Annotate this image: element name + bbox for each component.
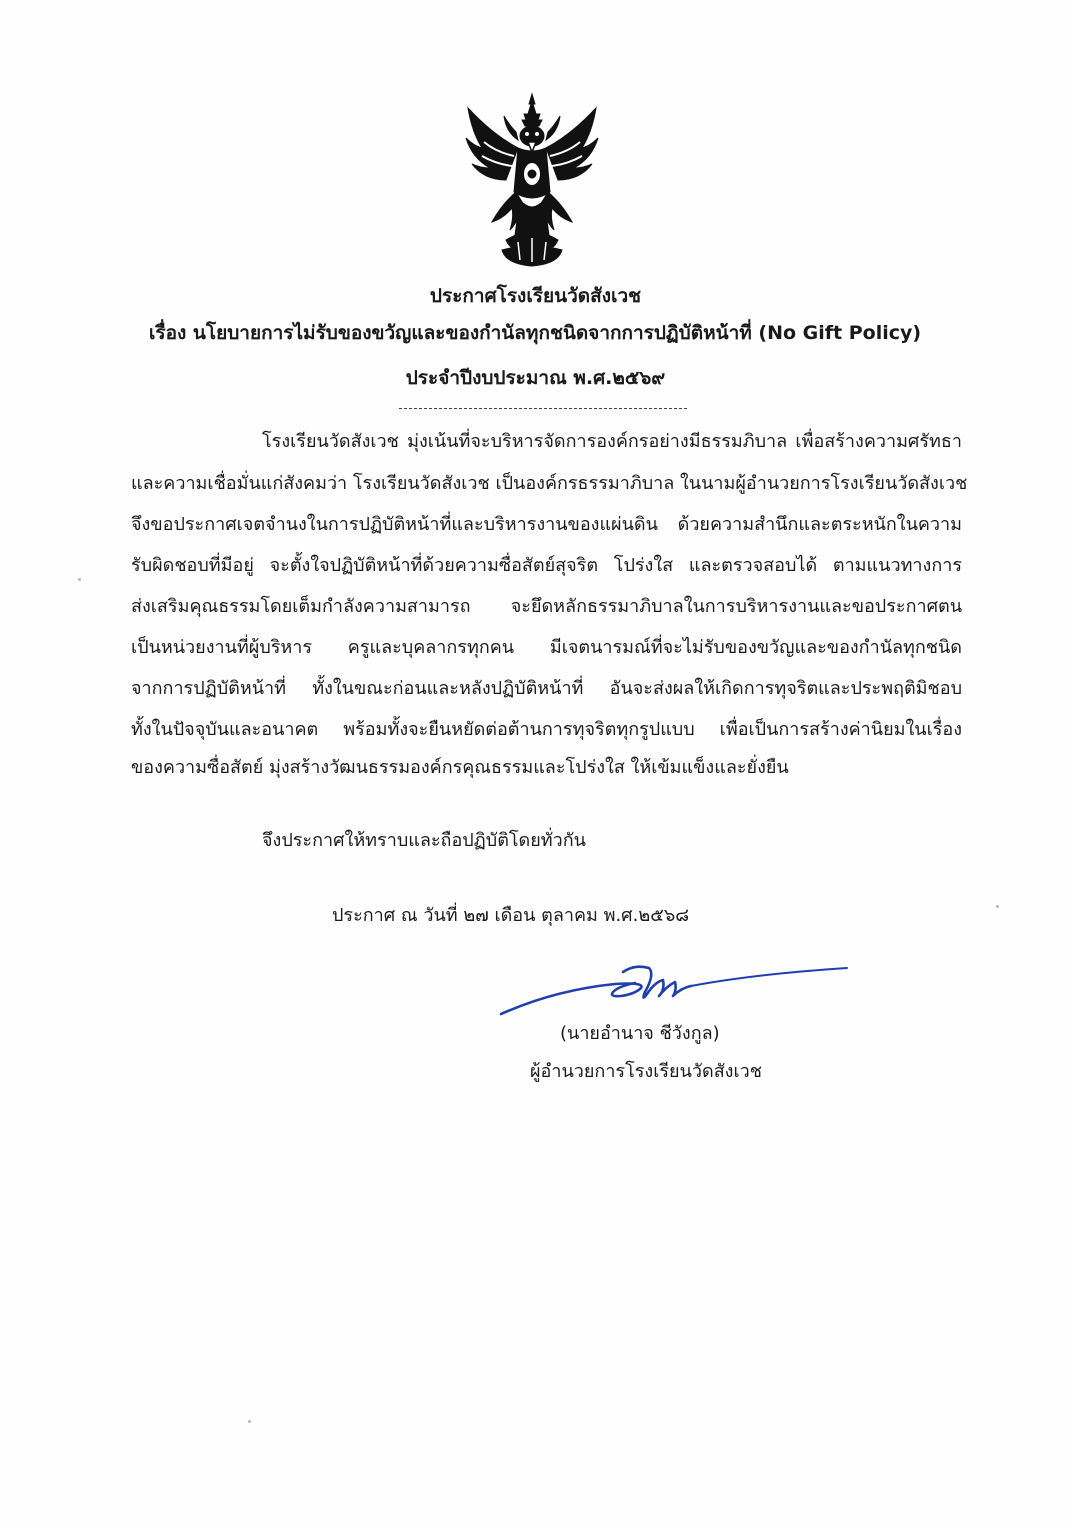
paper-speck	[78, 578, 81, 581]
paper-speck	[248, 1420, 251, 1423]
body-line: ของความซื่อสัตย์ มุ่งสร้างวัฒนธรรมองค์กรคุณธรรมและโปร่งใส ให้เข้มแข็งและยั่งยืน	[131, 757, 789, 778]
body-line: เป็นหน่วยงานที่ผู้บริหาร ครูและบุคลากรทุกคน มีเจตนารมณ์ที่จะไม่รับของขวัญและของกำนัลทุกชนิด	[131, 637, 962, 658]
body-line: จากการปฏิบัติหน้าที่ ทั้งในขณะก่อนและหลังปฏิบัติหน้าที่ อันจะส่งผลให้เกิดการทุจริตและประพฤติมิชอบ	[131, 678, 962, 699]
announcement-title: ประกาศโรงเรียนวัดสังเวช	[429, 285, 642, 307]
signer-name: (นายอำนาจ ชีวังกูล)	[560, 1023, 720, 1044]
body-line: และความเชื่อมั่นแก่สังคมว่า โรงเรียนวัดสังเวช เป็นองค์กรธรรมาภิบาล ในนามผู้อำนวยการโรงเรียนวัดสังเวช	[131, 473, 968, 494]
body-line: จึงขอประกาศเจตจำนงในการปฏิบัติหน้าที่และบริหารงานของแผ่นดิน ด้วยความสำนึกและตระหนักในความ	[131, 514, 962, 535]
body-line: ส่งเสริมคุณธรรมโดยเต็มกำลังความสามารถ จะยึดหลักธรรมาภิบาลในการบริหารงานและขอประกาศตน	[131, 596, 962, 617]
body-line: โรงเรียนวัดสังเวช มุ่งเน้นที่จะบริหารจัดการองค์กรอย่างมีธรรมภิบาล เพื่อสร้างความศรัทธา	[262, 431, 962, 452]
body-line: ทั้งในปัจจุบันและอนาคต พร้อมทั้งจะยืนหยัดต่อต้านการทุจริตทุกรูปแบบ เพื่อเป็นการสร้างค่านิยมในเรื่อง	[131, 719, 962, 740]
dashed-divider	[399, 408, 687, 409]
fiscal-year-line: ประจำปีงบประมาณ พ.ศ.๒๕๖๙	[405, 367, 666, 389]
garuda-emblem-icon	[462, 92, 602, 268]
body-line: รับผิดชอบที่มีอยู่ จะตั้งใจปฏิบัติหน้าที่ด้วยความซื่อสัตย์สุจริต โปร่งใส และตรวจสอบได้ ตามแนวทางการ	[131, 555, 962, 576]
closing-statement: จึงประกาศให้ทราบและถือปฏิบัติโดยทั่วกัน	[262, 830, 586, 851]
announcement-subject: เรื่อง นโยบายการไม่รับของขวัญและของกำนัลทุกชนิดจากการปฏิบัติหน้าที่ (No Gift Policy)	[148, 322, 922, 344]
signer-title: ผู้อำนวยการโรงเรียนวัดสังเวช	[530, 1061, 762, 1082]
announcement-date: ประกาศ ณ วันที่ ๒๗ เดือน ตุลาคม พ.ศ.๒๕๖๘	[332, 905, 690, 926]
paper-speck	[996, 905, 999, 908]
